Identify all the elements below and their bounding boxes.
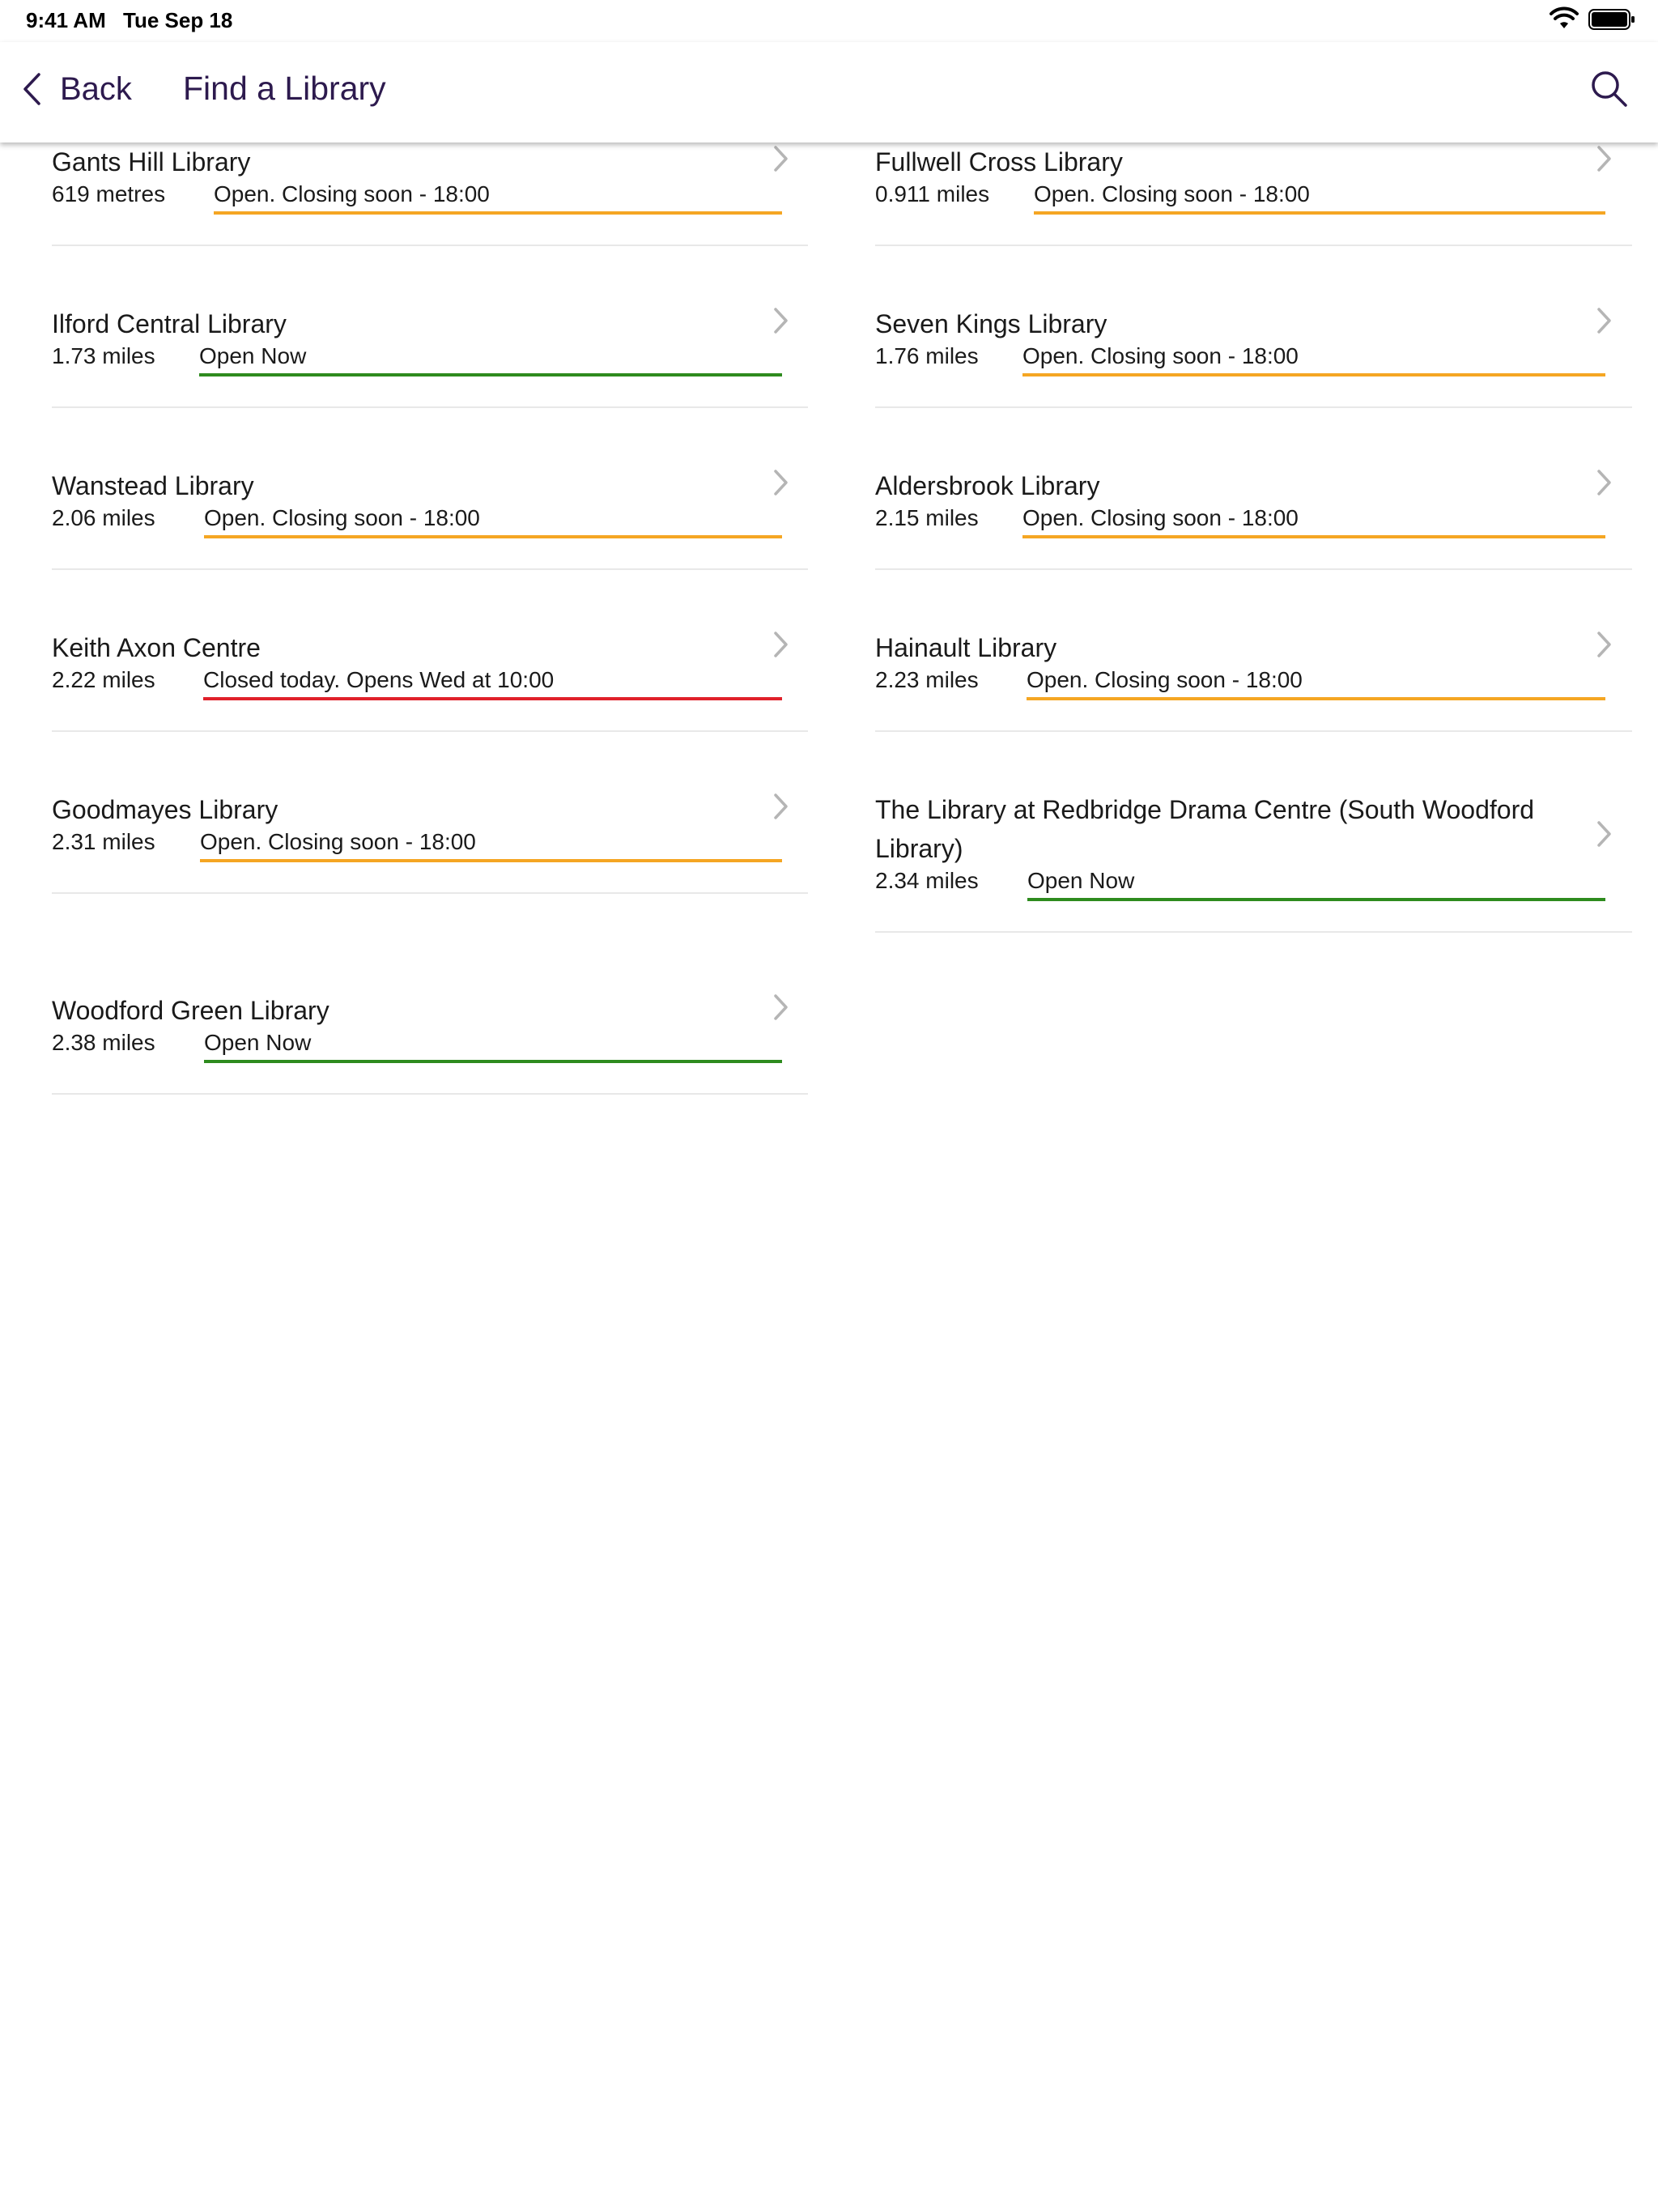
opening-status: Open. Closing soon - 18:00 (1022, 343, 1299, 368)
library-name: Hainault Library (875, 633, 1057, 662)
opening-status: Open Now (204, 1030, 312, 1055)
opening-status: Open. Closing soon - 18:00 (200, 829, 476, 854)
status-indicator-line (1027, 898, 1605, 901)
library-name: The Library at Redbridge Drama Centre (South Woodford (875, 795, 1535, 824)
opening-status: Open. Closing soon - 18:00 (1034, 181, 1310, 206)
back-label: Back (60, 70, 132, 107)
chevron-right-icon (772, 792, 790, 821)
chevron-right-icon (1596, 819, 1613, 849)
library-distance: 619 metres (52, 181, 166, 206)
chevron-right-icon (1596, 306, 1613, 335)
library-name: Ilford Central Library (52, 309, 287, 338)
library-name: Wanstead Library (52, 471, 254, 500)
library-distance: 2.22 miles (52, 667, 155, 692)
opening-status: Open Now (1027, 868, 1135, 893)
status-date: Tue Sep 18 (123, 8, 233, 32)
library-name: Keith Axon Centre (52, 633, 261, 662)
battery-icon (1588, 8, 1635, 31)
row-divider (52, 730, 808, 732)
chevron-right-icon (772, 993, 790, 1022)
row-divider (875, 568, 1632, 570)
library-name: Aldersbrook Library (875, 471, 1100, 500)
page-title: Find a Library (183, 70, 386, 107)
status-indicator-line (1022, 373, 1605, 376)
status-indicator-line (1027, 697, 1605, 700)
chevron-right-icon (772, 306, 790, 335)
library-distance: 2.23 miles (875, 667, 979, 692)
library-name: Gants Hill Library (52, 147, 251, 177)
library-name: Seven Kings Library (875, 309, 1107, 338)
status-time: 9:41 AM (26, 8, 106, 32)
chevron-right-icon (1596, 630, 1613, 659)
navigation-bar (0, 42, 1658, 143)
opening-status: Open. Closing soon - 18:00 (214, 181, 490, 206)
chevron-right-icon (1596, 468, 1613, 497)
library-distance: 2.31 miles (52, 829, 155, 854)
opening-status: Open. Closing soon - 18:00 (204, 505, 480, 530)
chevron-right-icon (772, 630, 790, 659)
row-divider (52, 892, 808, 894)
library-distance: 2.06 miles (52, 505, 155, 530)
search-icon[interactable] (1588, 68, 1629, 108)
library-name: Woodford Green Library (52, 996, 329, 1025)
row-divider (52, 406, 808, 408)
library-distance: 2.34 miles (875, 868, 979, 893)
wifi-icon (1550, 6, 1579, 31)
status-indicator-line (203, 697, 782, 700)
opening-status: Open Now (199, 343, 307, 368)
library-name: Fullwell Cross Library (875, 147, 1123, 177)
opening-status: Open. Closing soon - 18:00 (1022, 505, 1299, 530)
row-divider (875, 931, 1632, 933)
row-divider (875, 245, 1632, 246)
status-indicator-line (204, 1060, 782, 1063)
row-divider (875, 406, 1632, 408)
chevron-right-icon (772, 468, 790, 497)
status-bar (0, 0, 1658, 42)
library-name: Goodmayes Library (52, 795, 278, 824)
chevron-right-icon (1596, 144, 1613, 173)
opening-status: Closed today. Opens Wed at 10:00 (203, 667, 555, 692)
status-indicator-line (214, 211, 782, 215)
row-divider (52, 1093, 808, 1095)
back-button[interactable] (21, 66, 132, 112)
row-divider (52, 568, 808, 570)
status-indicator-line (199, 373, 782, 376)
status-indicator-line (1034, 211, 1605, 215)
library-distance: 1.73 miles (52, 343, 155, 368)
chevron-right-icon (772, 144, 790, 173)
opening-status: Open. Closing soon - 18:00 (1027, 667, 1303, 692)
status-indicator-line (204, 535, 782, 538)
status-indicator-line (1022, 535, 1605, 538)
library-distance: 2.15 miles (875, 505, 979, 530)
library-name-continued: Library) (875, 834, 963, 863)
library-distance: 1.76 miles (875, 343, 979, 368)
status-indicator-line (200, 859, 782, 862)
library-distance: 2.38 miles (52, 1030, 155, 1055)
library-distance: 0.911 miles (875, 181, 990, 206)
row-divider (875, 730, 1632, 732)
chevron-left-icon (21, 71, 42, 107)
row-divider (52, 245, 808, 246)
